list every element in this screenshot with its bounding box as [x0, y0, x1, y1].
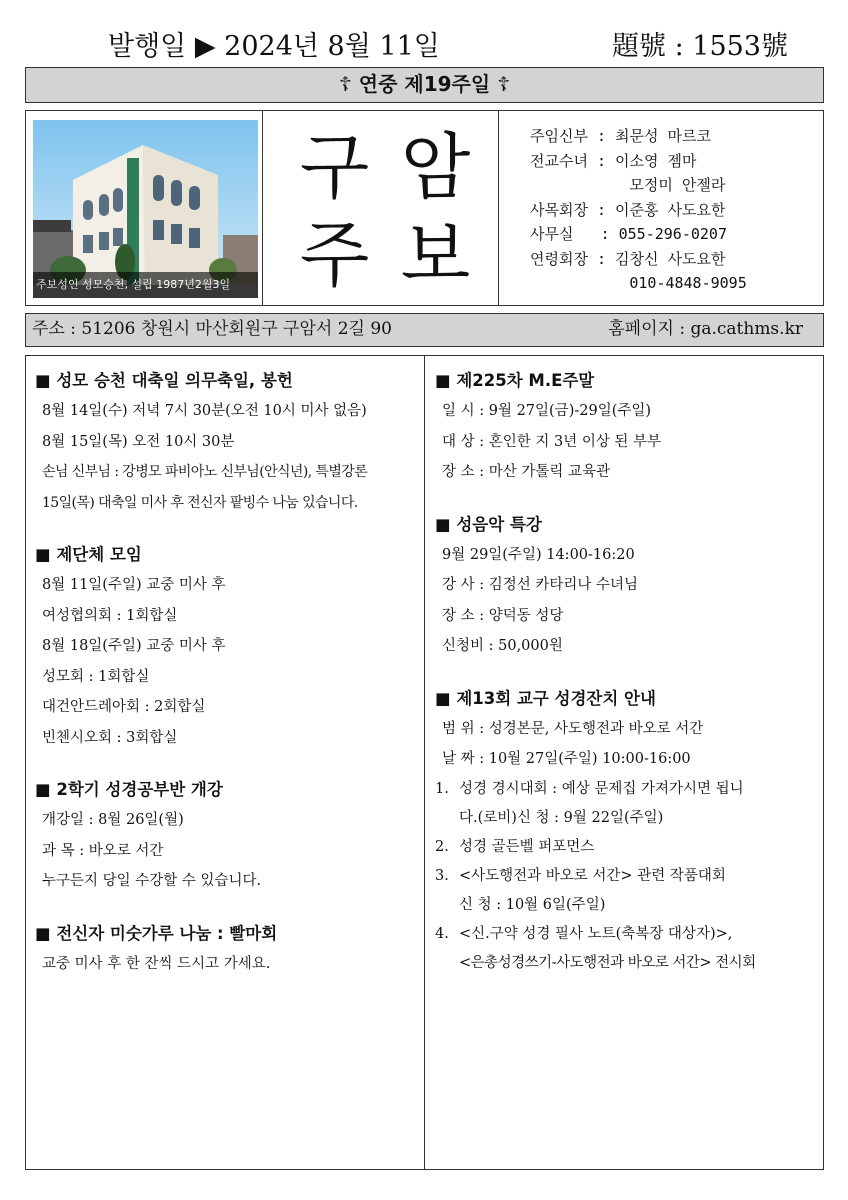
section-heading: ■ 제225차 M.E주말 — [435, 371, 595, 390]
section-line: 여성협의회 : 1회합실 — [42, 607, 178, 624]
section-heading: ■ 성모 승천 대축일 의무축일, 봉헌 — [35, 371, 293, 390]
item-text: 성경 골든벨 퍼포먼스 — [459, 838, 595, 855]
bulletin-body — [25, 355, 824, 1170]
title-char: 주 — [299, 213, 370, 297]
item-number: 2. — [435, 838, 449, 855]
church-photo — [33, 120, 258, 298]
section-bible-festival — [435, 684, 820, 978]
list-item — [435, 804, 820, 833]
section-line: 대건안드레아회 : 2회합실 — [42, 699, 206, 715]
address-bar — [25, 313, 824, 347]
right-column — [435, 366, 820, 1000]
section-line: 대 상 : 혼인한 지 3년 이상 된 부부 — [442, 433, 662, 450]
homepage-link[interactable]: 홈페이지 : ga.cathms.kr — [608, 319, 803, 339]
section-line: 범 위 : 성경본문, 사도행전과 바오로 서간 — [442, 720, 704, 737]
item-text: 다.(로비)신 청 : 9월 22일(주일) — [459, 809, 664, 826]
staff-line: 010-4848-9095 — [530, 274, 747, 292]
item-text: 신 청 : 10월 6일(주일) — [459, 896, 606, 913]
masthead — [25, 110, 824, 306]
section-groups — [35, 540, 421, 753]
item-number: 3. — [435, 867, 449, 884]
section-line: 성모회 : 1회합실 — [42, 668, 150, 685]
section-heading: ■ 전신자 미숫가루 나눔 : 빨마회 — [35, 923, 278, 943]
list-item — [435, 891, 820, 920]
title-char: 보 — [400, 213, 471, 297]
section-line: 8월 15일(목) 오전 10시 30분 — [42, 433, 235, 450]
section-me-weekend — [435, 366, 820, 488]
section-heading: ■ 2학기 성경공부반 개강 — [35, 780, 223, 799]
list-item — [435, 775, 820, 804]
staff-line: 사무실 : 055-296-0207 — [530, 225, 727, 243]
section-misutgaru — [35, 919, 421, 980]
sunday-title: ☦ 연중 제19주일 ☦ — [25, 67, 824, 103]
church-address: 주소 : 51206 창원시 마산회원구 구암서 2길 90 — [32, 319, 392, 339]
section-bible-study — [35, 775, 421, 897]
section-line: 일 시 : 9월 27일(금)-29일(주일) — [442, 403, 652, 419]
section-line: 8월 11일(주일) 교중 미사 후 — [42, 577, 226, 593]
section-line: 강 사 : 김정선 카타리나 수녀님 — [442, 577, 639, 593]
section-line: 빈첸시오회 : 3회합실 — [42, 729, 178, 746]
section-sacred-music — [435, 510, 820, 662]
staff-list — [530, 124, 747, 296]
title-char: 암 — [400, 125, 471, 209]
item-text: <신.구약 성경 필사 노트(축복장 대상자)>, — [459, 925, 733, 942]
section-line: 장 소 : 마산 가톨릭 교육관 — [442, 464, 611, 480]
section-line: 교중 미사 후 한 잔씩 드시고 가세요. — [42, 955, 271, 972]
section-line: 8월 14일(수) 저녁 7시 30분(오전 10시 미사 없음) — [42, 403, 367, 419]
staff-line: 사목회장 : 이준홍 사도요한 — [530, 200, 726, 219]
item-text: <사도행전과 바오로 서간> 관련 작품대회 — [459, 867, 726, 884]
section-line: 개강일 : 8월 26일(월) — [42, 812, 184, 828]
section-line: 과 목 : 바오로 서간 — [42, 842, 164, 859]
issue-number: 題號 : 1553號 — [612, 31, 788, 62]
list-item — [435, 862, 820, 891]
section-line: 날 짜 : 10월 27일(주일) 10:00-16:00 — [442, 751, 691, 767]
list-item — [435, 949, 820, 978]
column-divider — [424, 356, 425, 1169]
item-number: 1. — [435, 780, 449, 797]
section-line: 8월 18일(주일) 교중 미사 후 — [42, 638, 226, 654]
staff-line: 연령회장 : 김창신 사도요한 — [530, 249, 726, 268]
list-item — [435, 833, 820, 862]
staff-line: 모정미 안젤라 — [530, 176, 726, 194]
item-text: 성경 경시대회 : 예상 문제집 가져가시면 됩니 — [459, 780, 744, 797]
section-line: 15일(목) 대축일 미사 후 전신자 팥빙수 나눔 있습니다. — [42, 494, 358, 511]
divider — [498, 111, 499, 305]
section-line: 누구든지 당일 수강할 수 있습니다. — [42, 873, 262, 889]
section-line: 손님 신부님 : 강병모 파비아노 신부님(안식년), 특별강론 — [42, 464, 368, 480]
section-assumption — [35, 366, 421, 518]
item-number: 4. — [435, 925, 449, 942]
publication-date: 발행일 ▶ 2024년 8월 11일 — [108, 31, 440, 62]
divider — [262, 111, 263, 305]
bulletin-name — [284, 123, 486, 299]
section-line: 9월 29일(주일) 14:00-16:20 — [442, 546, 635, 563]
item-text: <은총성경쓰기-사도행전과 바오로 서간> 전시회 — [459, 954, 756, 971]
section-heading: ■ 성음악 특강 — [435, 514, 542, 534]
section-heading: ■ 제단체 모임 — [35, 545, 142, 564]
left-column — [35, 366, 421, 1001]
section-line: 신청비 : 50,000원 — [442, 638, 563, 654]
staff-line: 주임신부 : 최문성 마르코 — [530, 127, 712, 145]
list-item — [435, 920, 820, 949]
title-char: 구 — [299, 125, 370, 209]
section-heading: ■ 제13회 교구 성경잔치 안내 — [435, 688, 656, 708]
staff-line: 전교수녀 : 이소영 젬마 — [530, 151, 697, 170]
photo-caption: 주보성인 성모승천, 설립 1987년2월3일 — [33, 272, 258, 298]
section-line: 장 소 : 양덕동 성당 — [442, 607, 564, 624]
header-line — [108, 24, 788, 60]
